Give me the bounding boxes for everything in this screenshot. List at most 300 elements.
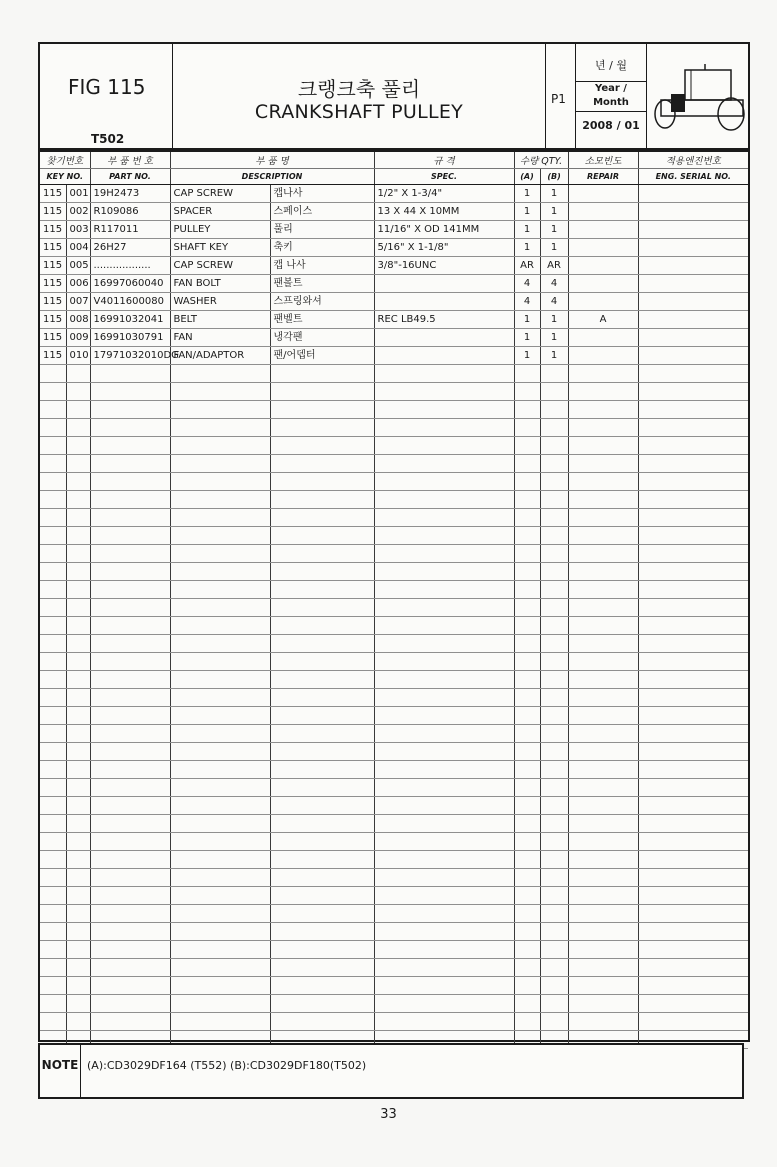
cell-desc: BELT [170,311,270,329]
cell-ko [270,725,374,743]
cell-repair [568,239,638,257]
cell-repair [568,995,638,1013]
qty-b-header: (B) [540,169,568,185]
cell-fig [40,923,66,941]
empty-table-row [40,383,748,401]
cell-repair [568,905,638,923]
empty-table-row [40,995,748,1013]
cell-serial [638,275,748,293]
cell-repair [568,887,638,905]
cell-part [90,995,170,1013]
cell-serial [638,599,748,617]
cell-part: R109086 [90,203,170,221]
cell-ko: 스프링와셔 [270,293,374,311]
cell-desc [170,869,270,887]
cell-part: 26H27 [90,239,170,257]
cell-key [66,743,90,761]
cell-a [514,635,540,653]
cell-key: 009 [66,329,90,347]
cell-part [90,491,170,509]
cell-key [66,905,90,923]
cell-key [66,941,90,959]
empty-table-row [40,599,748,617]
cell-key [66,365,90,383]
empty-table-row [40,419,748,437]
cell-serial [638,203,748,221]
cell-part [90,707,170,725]
tractor-icon [651,64,749,136]
cell-desc [170,383,270,401]
cell-key [66,563,90,581]
cell-b: 1 [540,329,568,347]
cell-key [66,923,90,941]
cell-repair [568,725,638,743]
cell-serial [638,257,748,275]
cell-b [540,995,568,1013]
cell-key [66,851,90,869]
cell-fig [40,635,66,653]
cell-key [66,797,90,815]
cell-desc [170,833,270,851]
cell-spec [374,707,514,725]
cell-part: 16997060040 [90,275,170,293]
cell-spec [374,383,514,401]
cell-serial [638,545,748,563]
cell-serial [638,653,748,671]
cell-desc [170,635,270,653]
cell-key [66,509,90,527]
cell-repair [568,293,638,311]
cell-fig: 115 [40,293,66,311]
desc-header-ko: 부 품 명 [170,152,374,169]
cell-ko [270,743,374,761]
header-row-korean [40,152,748,169]
cell-ko [270,599,374,617]
cell-b [540,491,568,509]
cell-ko: 팬/어뎁터 [270,347,374,365]
note-box [38,1043,744,1099]
cell-desc [170,707,270,725]
cell-b [540,1013,568,1031]
cell-spec [374,1013,514,1031]
cell-part: V4011600080 [90,293,170,311]
cell-b [540,545,568,563]
cell-serial [638,887,748,905]
cell-key [66,437,90,455]
cell-key: 005 [66,257,90,275]
cell-a [514,455,540,473]
cell-desc [170,797,270,815]
cell-serial [638,851,748,869]
cell-a [514,1013,540,1031]
cell-repair [568,617,638,635]
cell-ko: 축키 [270,239,374,257]
cell-serial [638,977,748,995]
cell-desc: FAN BOLT [170,275,270,293]
table-row [40,185,748,203]
cell-fig [40,851,66,869]
cell-part [90,815,170,833]
cell-desc: CAP SCREW [170,257,270,275]
cell-fig [40,437,66,455]
cell-spec [374,653,514,671]
cell-part [90,563,170,581]
note-label: NOTE [40,1045,81,1097]
cell-ko [270,959,374,977]
cell-b [540,959,568,977]
cell-ko [270,833,374,851]
cell-spec [374,833,514,851]
cell-ko [270,689,374,707]
cell-b [540,815,568,833]
cell-repair [568,815,638,833]
empty-table-row [40,653,748,671]
cell-serial [638,743,748,761]
empty-table-row [40,923,748,941]
cell-b: 1 [540,221,568,239]
cell-repair [568,833,638,851]
cell-fig: 115 [40,275,66,293]
cell-part [90,617,170,635]
cell-a: AR [514,257,540,275]
cell-repair [568,419,638,437]
cell-serial [638,635,748,653]
cell-fig [40,743,66,761]
cell-key [66,689,90,707]
cell-spec: 5/16" X 1-1/8" [374,239,514,257]
cell-b [540,797,568,815]
cell-spec [374,959,514,977]
empty-table-row [40,437,748,455]
cell-a [514,545,540,563]
cell-desc [170,455,270,473]
empty-table-row [40,401,748,419]
cell-desc [170,977,270,995]
cell-a [514,581,540,599]
cell-a [514,923,540,941]
cell-desc: PULLEY [170,221,270,239]
model-code: T502 [91,132,125,146]
qty-a-header: (A) [514,169,540,185]
cell-spec: 3/8"-16UNC [374,257,514,275]
cell-spec [374,473,514,491]
title-cell [173,44,546,148]
cell-repair [568,437,638,455]
cell-key [66,635,90,653]
cell-ko [270,563,374,581]
cell-part [90,761,170,779]
cell-repair [568,509,638,527]
cell-a [514,671,540,689]
cell-key [66,599,90,617]
cell-key [66,977,90,995]
cell-spec [374,905,514,923]
cell-desc [170,491,270,509]
cell-a [514,851,540,869]
empty-table-row [40,635,748,653]
cell-b: 1 [540,311,568,329]
cell-b [540,689,568,707]
cell-spec [374,941,514,959]
cell-ko [270,977,374,995]
cell-fig: 115 [40,239,66,257]
cell-desc [170,473,270,491]
cell-key [66,707,90,725]
cell-b [540,581,568,599]
year-month-cell [576,44,647,148]
cell-spec: 11/16" X OD 141MM [374,221,514,239]
cell-serial [638,293,748,311]
empty-table-row [40,833,748,851]
cell-fig [40,707,66,725]
cell-repair [568,185,638,203]
cell-b [540,437,568,455]
cell-fig: 115 [40,185,66,203]
cell-key: 003 [66,221,90,239]
empty-table-row [40,545,748,563]
part-header-en: PART NO. [90,169,170,185]
empty-table-row [40,617,748,635]
cell-b [540,923,568,941]
cell-serial [638,527,748,545]
qty-header-ko: 수량 QTY. [514,152,568,169]
cell-b [540,833,568,851]
cell-a [514,563,540,581]
cell-a [514,869,540,887]
table-row [40,203,748,221]
cell-spec [374,401,514,419]
empty-table-row [40,959,748,977]
cell-spec [374,743,514,761]
cell-fig [40,599,66,617]
cell-part [90,545,170,563]
cell-a: 1 [514,311,540,329]
cell-desc [170,779,270,797]
cell-a [514,617,540,635]
cell-key [66,473,90,491]
cell-part [90,797,170,815]
cell-a: 1 [514,185,540,203]
cell-b [540,887,568,905]
page-number: 33 [380,1107,397,1122]
cell-fig [40,869,66,887]
cell-key [66,761,90,779]
cell-ko: 캡 나사 [270,257,374,275]
cell-spec [374,437,514,455]
empty-table-row [40,851,748,869]
empty-table-row [40,905,748,923]
cell-ko [270,941,374,959]
desc-header-en: DESCRIPTION [170,169,374,185]
cell-ko [270,383,374,401]
cell-fig: 115 [40,257,66,275]
empty-table-row [40,797,748,815]
cell-repair [568,545,638,563]
cell-ko [270,581,374,599]
year-month-korean: 년 / 월 [576,57,646,82]
cell-a [514,761,540,779]
cell-serial [638,311,748,329]
cell-fig: 115 [40,221,66,239]
cell-ko [270,905,374,923]
cell-b [540,455,568,473]
cell-fig: 115 [40,329,66,347]
parts-table-frame [38,150,750,1042]
cell-b: 1 [540,239,568,257]
cell-spec [374,761,514,779]
cell-a [514,959,540,977]
cell-spec [374,545,514,563]
cell-serial [638,419,748,437]
cell-repair [568,653,638,671]
cell-serial [638,779,748,797]
cell-ko [270,527,374,545]
cell-b [540,761,568,779]
cell-spec: 1/2" X 1-3/4" [374,185,514,203]
title-english: CRANKSHAFT PULLEY [254,101,464,123]
cell-b [540,635,568,653]
cell-part [90,509,170,527]
cell-a [514,887,540,905]
cell-key [66,725,90,743]
cell-a [514,977,540,995]
cell-serial [638,761,748,779]
cell-b [540,419,568,437]
key-header-en: KEY NO. [40,169,90,185]
cell-serial [638,995,748,1013]
cell-key [66,671,90,689]
cell-desc: SPACER [170,203,270,221]
cell-spec [374,923,514,941]
cell-fig [40,905,66,923]
cell-serial [638,707,748,725]
empty-table-row [40,815,748,833]
cell-spec [374,671,514,689]
cell-spec [374,689,514,707]
cell-b [540,527,568,545]
cell-b [540,383,568,401]
cell-desc [170,437,270,455]
cell-serial [638,869,748,887]
cell-desc [170,545,270,563]
cell-fig [40,815,66,833]
cell-ko [270,509,374,527]
repair-header-ko: 소모빈도 [568,152,638,169]
cell-b: 1 [540,347,568,365]
parts-table-body [40,185,748,1049]
cell-key [66,833,90,851]
cell-b: 1 [540,203,568,221]
table-row [40,311,748,329]
cell-repair [568,635,638,653]
cell-key [66,887,90,905]
cell-desc [170,671,270,689]
cell-spec [374,563,514,581]
cell-fig [40,941,66,959]
cell-spec [374,725,514,743]
cell-a [514,401,540,419]
cell-key [66,995,90,1013]
cell-repair [568,383,638,401]
empty-table-row [40,491,748,509]
cell-desc [170,923,270,941]
cell-ko [270,419,374,437]
cell-part [90,401,170,419]
cell-key: 010 [66,347,90,365]
cell-desc [170,851,270,869]
cell-spec [374,887,514,905]
cell-ko [270,707,374,725]
cell-ko [270,455,374,473]
cell-spec [374,851,514,869]
cell-a: 1 [514,203,540,221]
empty-table-row [40,563,748,581]
tractor-image-cell [647,44,748,148]
cell-a [514,509,540,527]
cell-spec [374,455,514,473]
cell-fig [40,581,66,599]
cell-part: 16991030791 [90,329,170,347]
cell-fig [40,833,66,851]
cell-desc [170,617,270,635]
cell-part [90,851,170,869]
cell-repair [568,401,638,419]
cell-part [90,383,170,401]
table-row [40,293,748,311]
cell-key [66,779,90,797]
cell-a [514,473,540,491]
cell-key [66,419,90,437]
cell-part [90,1013,170,1031]
cell-spec [374,365,514,383]
cell-desc [170,563,270,581]
cell-ko: 풀리 [270,221,374,239]
cell-b [540,599,568,617]
page-code-cell [546,44,576,148]
cell-desc [170,905,270,923]
cell-fig [40,527,66,545]
cell-part: .................. [90,257,170,275]
cell-ko [270,923,374,941]
table-row [40,347,748,365]
cell-a [514,437,540,455]
cell-spec [374,491,514,509]
cell-part [90,581,170,599]
empty-table-row [40,1013,748,1031]
cell-repair [568,779,638,797]
empty-table-row [40,707,748,725]
empty-table-row [40,977,748,995]
cell-repair [568,797,638,815]
cell-serial [638,329,748,347]
cell-fig [40,617,66,635]
cell-fig [40,977,66,995]
cell-spec [374,581,514,599]
cell-a [514,797,540,815]
cell-a: 4 [514,293,540,311]
cell-ko [270,653,374,671]
page-code: P1 [551,92,566,106]
cell-repair [568,689,638,707]
cell-b [540,905,568,923]
cell-serial [638,833,748,851]
empty-table-row [40,941,748,959]
cell-repair [568,923,638,941]
cell-spec [374,509,514,527]
table-row [40,257,748,275]
cell-repair [568,761,638,779]
cell-repair: A [568,311,638,329]
